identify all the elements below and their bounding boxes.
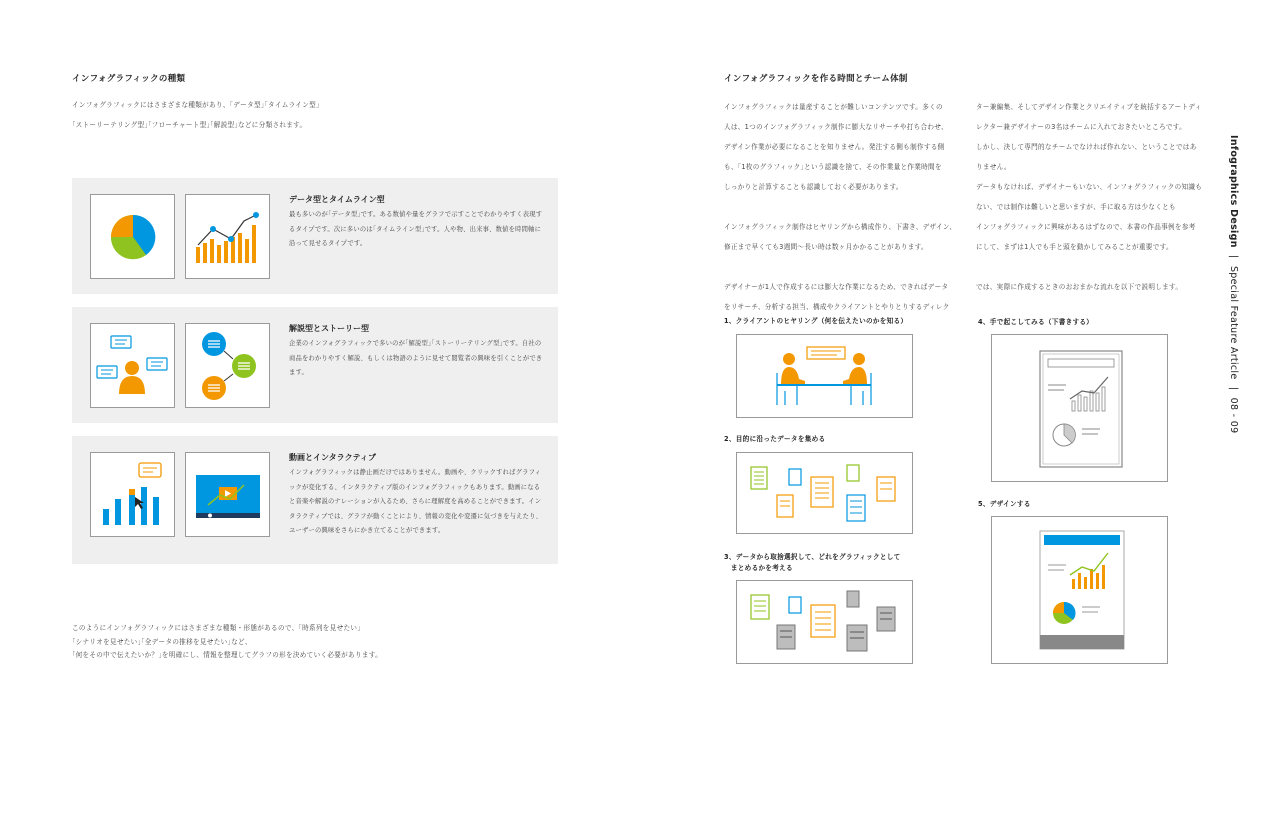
left-closing: このようにインフォグラフィックにはさまざまな種類・形態があるので、｢時系列を見せたい｣ ｢シナリオを見せたい｣｢全データの推移を見せたい｣など、 ｢何をその中で伝えたいか？｣を明確にし、情報を整理してグラフの形を決めていく必要があります。 — [72, 624, 382, 659]
right-col2: ター兼編集、そしてデザイン作業とクリエイティブを統括するアートディ レクター兼デザイナーの3名はチームに入れておきたいところです。 しかし、決して専門的なチームでなければ作れない、ということではあ りません。 データもなければ、デザイナーもいない、インフォグラフィックの知識も ない、では制作は難しいと思いますが、手に取る方は少なくとも インフォグラフィックに興味があるはずなので、本書の作品事例を参考 にして、まずは1人でも手と頭を動かしてみることが重要です。 では、実際に作成するときのおおまかな流れを以下で説明します。 — [976, 103, 1203, 291]
line-bar-chart-icon — [185, 194, 270, 279]
step-label: 2、目的に沿ったデータを集める — [724, 435, 826, 443]
step-label: 5、デザインする — [978, 500, 1031, 508]
side-separator: | — [1228, 255, 1239, 259]
flow-circles-icon — [185, 323, 270, 408]
pie-chart-icon — [90, 194, 175, 279]
card-title: 解説型とストーリー型 — [289, 324, 369, 333]
sketch-icon — [991, 334, 1168, 482]
documents-icon — [736, 452, 913, 534]
person-speech-icon — [90, 323, 175, 408]
side-brand: Infographics Design — [1228, 135, 1239, 248]
right-heading: インフォグラフィックを作る時間とチーム体制 — [724, 74, 908, 84]
step-label: 3、データから取捨選択して、どれをグラフィックとして まとめるかを考える — [724, 553, 901, 572]
interactive-bar-chart-icon — [90, 452, 175, 537]
select-documents-icon — [736, 580, 913, 664]
card-title: 動画とインタラクティブ — [289, 453, 377, 462]
card-explain-story — [72, 307, 558, 423]
meeting-icon — [736, 334, 913, 418]
card-body: 企業のインフォグラフィックで多いのが｢解説型｣｢ストーリーテリング型｣です。自社の商品をわかりやすく解説、もしくは物語のように見せて閲覧者の興味を引くことができます。 — [289, 340, 543, 376]
left-intro: インフォグラフィックにはさまざまな種類があり、｢データ型｣｢タイムライン型｣ ｢ストーリーテリング型｣｢フローチャート型｣｢解説型｣などに分類されます。 — [72, 101, 320, 129]
side-separator: | — [1228, 386, 1239, 391]
design-icon — [991, 516, 1168, 664]
side-section: Special Feature Article — [1228, 265, 1239, 380]
card-body: 最も多いのが｢データ型｣です。ある数値や量をグラフで示すことでわかりやすく表現するタイプです。次に多いのは｢タイムライン型｣です。人や物、出来事、数値を時間軸に沿って見せるタイプです。 — [289, 211, 543, 247]
card-title: データ型とタイムライン型 — [289, 195, 385, 204]
card-body: インフォグラフィックは静止画だけではありません。動画や、クリックすればグラフィックが変化する、インタラクティブ版のインフォグラフィックもあります。動画になると音楽や解説のナレーションが入るため、さらに理解度を高めることができます。インタラクティブでは、グラフが動くことにより、情報の変化や変遷に気づきを与えたり、ユーザーの興味をさらにかき立てることができます。 — [289, 469, 543, 534]
right-col1: インフォグラフィックは量産することが難しいコンテンツです。多くの 人は、1つのインフォグラフィック制作に膨大なリサーチや打ち合わせ、 デザイン作業が必要になることを知りません。発注する側も制作する側 も、｢1枚のグラフィック｣という認識を捨て、その作業量と作業時間を しっかりと計算することも認識しておく必要があります。 インフォグラフィック制作はヒヤリングから構成作り、下書き、デザイン、 修正まで早くても3週間〜長い時は数ヶ月かかることがあります。 デザイナーが1人で作成するには膨大な作業になるため、できればデータ をリサーチ、分析する担当、構成やクライアントとやりとりするディレク — [724, 103, 957, 311]
side-running-head — [1228, 135, 1239, 433]
side-pages: 08 - 09 — [1228, 397, 1239, 434]
step-label: 1、クライアントのヒヤリング（何を伝えたいのかを知る） — [724, 317, 908, 325]
step-label: 4、手で起こしてみる（下書きする） — [978, 318, 1094, 326]
left-heading: インフォグラフィックの種類 — [72, 74, 186, 84]
card-video-interactive — [72, 436, 558, 564]
video-player-icon — [185, 452, 270, 537]
card-data-timeline — [72, 178, 558, 294]
